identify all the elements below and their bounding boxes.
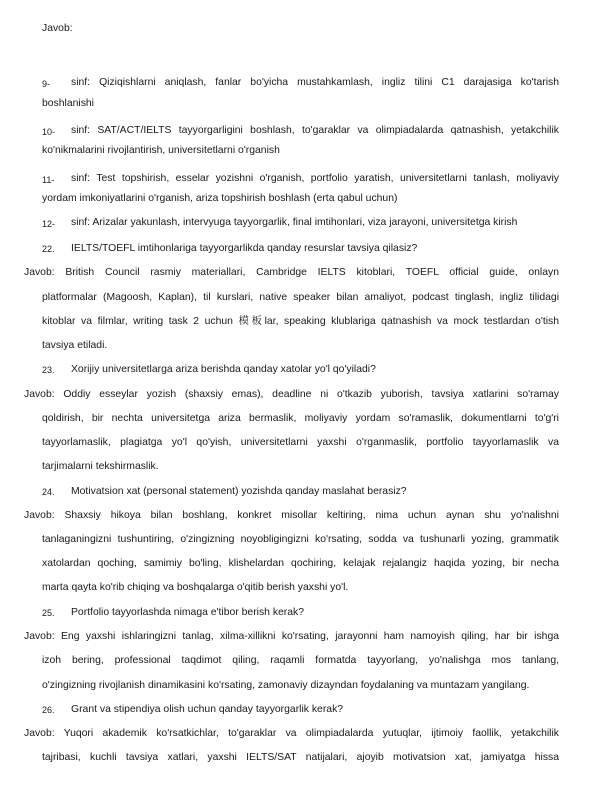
- question-text: Portfolio tayyorlashda nimaga e'tibor berish kerak?: [71, 607, 305, 618]
- answer-line: platformalar (Magoosh, Kaplan), til kurslari, native speaker bilan amaliyot, podcast tinglash, ingliz tilidagi: [42, 292, 559, 303]
- answer-line: tarjimalarni tekshirmaslik.: [42, 461, 159, 472]
- question-number: 23.: [42, 365, 55, 375]
- grade-text: ko'nikmalarini rivojlantirish, universitetlarni o'rganish: [42, 145, 280, 156]
- answer-line: tajribasi, kuchli tavsiya xatlari, yaxshi IELTS/SAT natijalari, ajoyib motivatsion xat, jamiyatga hissa: [42, 752, 559, 763]
- answer-line: Javob: Shaxsiy hikoya bilan boshlang, konkret misollar keltiring, nima uchun aynan shu yo'nalishni: [24, 510, 559, 521]
- grade-text: sinf: Qiziqishlarni aniqlash, fanlar bo'yicha mustahkamlash, ingliz tilini C1 darajasiga ko'tarish: [71, 77, 559, 88]
- grade-text: sinf: Arizalar yakunlash, intervyuga tayyorgarlik, final imtihonlari, viza jarayoni, universitetga kirish: [71, 217, 518, 228]
- answer-line: tavsiya etiladi.: [42, 340, 108, 351]
- answer-line: xatolardan qoching, samimiy bo'ling, klishelardan qochiring, kelajak rejalangiz haqida yozing, bir necha: [42, 558, 559, 569]
- answer-line: izoh bering, professional taqdimot qiling, raqamli formatda tayyorlang, yo'nalishga mos tanlang,: [42, 655, 559, 666]
- question-text: Xorijiy universitetlarga ariza berishda qanday xatolar yo'l qo'yiladi?: [71, 364, 376, 375]
- answer-line: Javob: Eng yaxshi ishlaringizni tanlag, xilma-xillikni ko'rsating, jarayonni ham namoyish qiling, har bir ishga: [24, 631, 559, 642]
- answer-line: tanlaganingizni tushuntiring, o'zingizning noyobligingizni ko'rsating, sodda va tushunarli yozing, grammatik: [42, 534, 559, 545]
- answer-line: qoldirish, bir nechta universitetga ariza bermaslik, moliyaviy yordam so'ramaslik, dokumentlarni to'g'ri: [42, 413, 559, 424]
- grade-text: boshlanishi: [42, 98, 94, 109]
- question-number: 24.: [42, 487, 55, 497]
- question-number: 26.: [42, 705, 55, 715]
- answer-line: marta qayta ko'rib chiqing va boshqalarga o'qitib berish yaxshi yo'l.: [42, 582, 349, 593]
- answer-line: Javob: Oddiy esseylar yozish (shaxsiy emas), deadline ni o'tkazib yuborish, tavsiya xatlarini so'ramay: [24, 389, 559, 400]
- question-text: IELTS/TOEFL imtihonlariga tayyorgarlikda qanday resurslar tavsiya qilasiz?: [71, 243, 418, 254]
- answer-line: tayyorlamaslik, plagiatga yo'l qo'yish, universitetlarni yaxshi o'rganmaslik, portfolio tayyorlamaslik va: [42, 437, 559, 448]
- question-text: Grant va stipendiya olish uchun qanday tayyorgarlik kerak?: [71, 704, 344, 715]
- question-number: 22.: [42, 244, 55, 254]
- question-text: Motivatsion xat (personal statement) yozishda qanday maslahat berasiz?: [71, 486, 407, 497]
- answer-label: Javob:: [42, 23, 73, 34]
- answer-line: o'zingizning rivojlanish dinamikasini ko'rsating, zamonaviy dizayndan foydalaning va muntazam yangilang.: [42, 680, 530, 691]
- grade-text: sinf: Test topshirish, esselar yozishni o'rganish, portfolio yaratish, universitetlarni tanlash, moliyaviy: [71, 173, 559, 184]
- grade-number: 10-: [42, 127, 56, 137]
- grade-text: yordam imkoniyatlarini o'rganish, ariza topshirish boshlash (erta qabul uchun): [42, 193, 398, 204]
- grade-number: 11-: [42, 175, 55, 185]
- answer-line: Javob: British Council rasmiy materiallari, Cambridge IELTS kitoblari, TOEFL official guide, onlayn: [24, 267, 559, 278]
- answer-line: kitoblar va filmlar, writing task 2 uchun 模板lar, speaking klublariga qatnashish va mock testlardan o'tish: [42, 316, 559, 327]
- grade-number: 9-: [42, 79, 51, 89]
- question-number: 25.: [42, 608, 55, 618]
- grade-text: sinf: SAT/ACT/IELTS tayyorgarligini boshlash, to'garaklar va olimpiadalarda qatnashish, yetakchilik: [71, 125, 559, 136]
- answer-line: Javob: Yuqori akademik ko'rsatkichlar, to'garaklar va olimpiadalarda yutuqlar, ijtimoiy faollik, yetakchilik: [24, 728, 559, 739]
- grade-number: 12-: [42, 219, 56, 229]
